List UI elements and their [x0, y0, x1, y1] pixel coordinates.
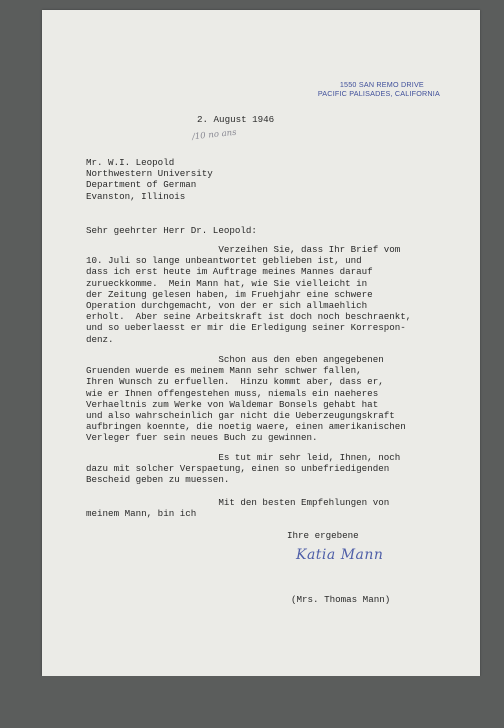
text-line: aufbringen koennte, die noetig waere, einen amerikanischen — [86, 421, 406, 433]
text-line: zurueckkomme. Mein Mann hat, wie Sie vielleicht in — [86, 277, 368, 289]
paragraph-1 — [86, 244, 476, 345]
letter-date: 2. August 1946 — [197, 114, 275, 125]
letterhead-address: 1550 SAN REMO DRIVE — [339, 80, 424, 89]
letterhead-city: PACIFIC PALISADES, CALIFORNIA — [317, 89, 440, 98]
text-line: wie er Ihnen offengestehen muss, niemals ein naeheres — [86, 387, 379, 399]
paragraph-3 — [86, 452, 476, 486]
text-line: Bescheid geben zu muessen. — [86, 474, 230, 486]
salutation: Sehr geehrter Herr Dr. Leopold: — [86, 225, 257, 236]
closing: Ihre ergebene — [287, 530, 359, 541]
typed-name: (Mrs. Thomas Mann) — [291, 594, 391, 605]
signature: Katia Mann — [296, 547, 384, 563]
text-line: Verzeihen Sie, dass Ihr Brief vom — [86, 244, 401, 255]
text-line: Verleger fuer sein neues Buch zu gewinnen. — [86, 432, 318, 444]
recipient-line: Evanston, Illinois — [86, 190, 186, 202]
recipient-line: Mr. W.I. Leopold — [86, 157, 175, 168]
text-line: denz. — [86, 333, 114, 345]
text-line: und also wahrscheinlich gar nicht die Ueberzeugungskraft — [86, 409, 395, 421]
scan-margin — [0, 676, 504, 728]
text-line: Verhaeltnis zum Werke von Waldemar Bonsels gehabt hat — [86, 398, 379, 410]
handwritten-annotation: /10 no ans — [191, 127, 237, 143]
text-line: Operation durchgemacht, von der er sich allmaehlich — [86, 299, 368, 311]
text-line: Ihren Wunsch zu erfuellen. Hinzu kommt aber, dass er, — [86, 376, 384, 388]
text-line: Mit den besten Empfehlungen von — [86, 497, 390, 508]
recipient-address — [86, 157, 476, 202]
text-line: meinem Mann, bin ich — [86, 508, 197, 520]
text-line: Es tut mir sehr leid, Ihnen, noch — [86, 452, 401, 463]
text-line: 10. Juli so lange unbeantwortet geblieben ist, und — [86, 255, 362, 267]
text-line: der Zeitung gelesen haben, im Fruehjahr eine schwere — [86, 288, 373, 300]
text-line: Schon aus den eben angegebenen — [86, 354, 384, 365]
text-line: erholt. Aber seine Arbeitskraft ist doch noch beschraenkt, — [86, 311, 412, 323]
paragraph-4 — [86, 497, 476, 519]
text-line: dazu mit solcher Verspaetung, einen so unbefriedigenden — [86, 463, 390, 475]
paragraph-2 — [86, 354, 476, 444]
text-line: Gruenden wuerde es meinem Mann sehr schwer fallen, — [86, 365, 362, 377]
recipient-line: Northwestern University — [86, 168, 213, 180]
text-line: und so ueberlaesst er mir die Erledigung seiner Korrespon- — [86, 322, 406, 334]
letterhead — [318, 80, 440, 98]
text-line: dass ich erst heute im Auftrage meines Mannes darauf — [86, 266, 373, 278]
recipient-line: Department of German — [86, 179, 197, 191]
